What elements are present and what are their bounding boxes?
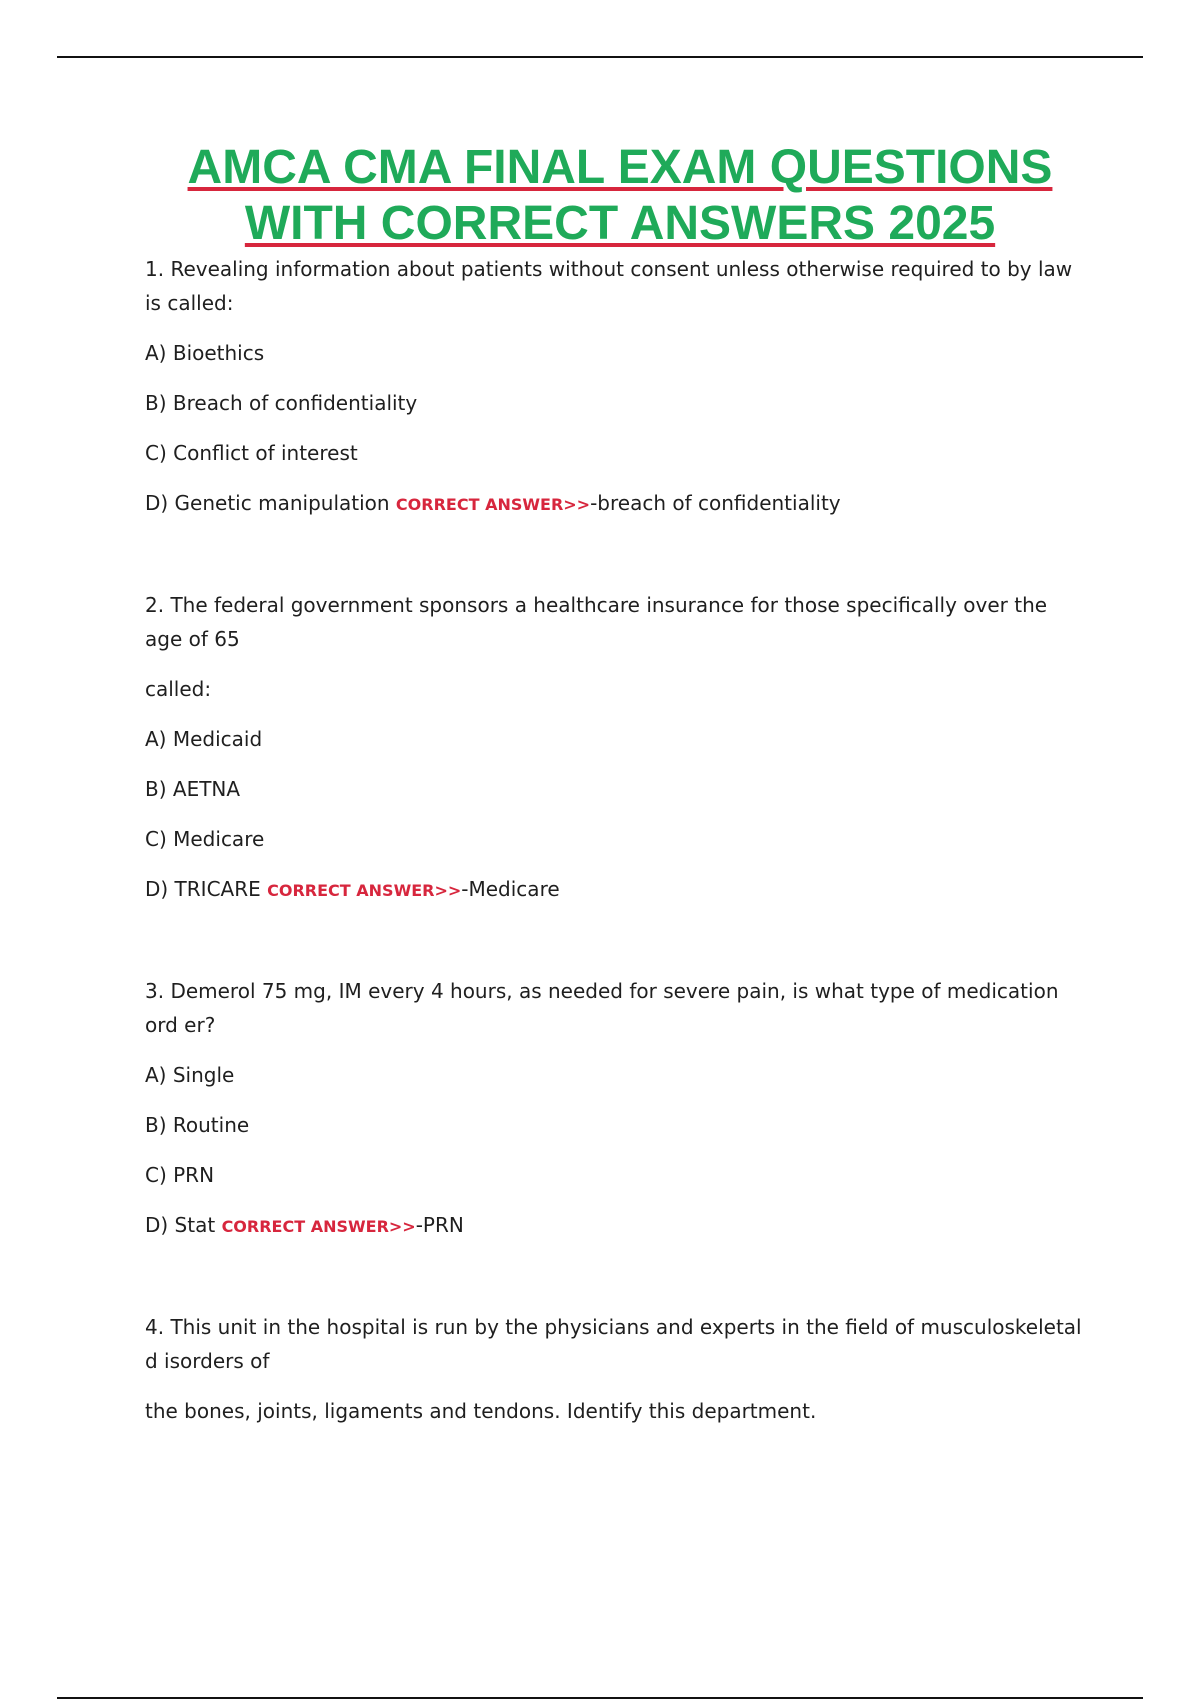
correct-answer-label: CORRECT ANSWER>> xyxy=(221,1217,416,1236)
title-line-2: WITH CORRECT ANSWERS 2025 xyxy=(244,197,996,250)
question-2 xyxy=(145,588,1085,908)
question-list xyxy=(145,252,1085,1494)
option-b: B) Routine xyxy=(145,1113,250,1137)
option-c: C) Conflict of interest xyxy=(145,441,358,465)
top-rule xyxy=(57,56,1143,58)
bottom-rule xyxy=(57,1697,1143,1699)
option-a: A) Bioethics xyxy=(145,341,265,365)
question-stem: 2. The federal government sponsors a healthcare insurance for those specifically over the age of 65 xyxy=(145,593,1048,651)
option-d: D) Genetic manipulation xyxy=(145,491,390,515)
question-1 xyxy=(145,252,1085,522)
option-a: A) Single xyxy=(145,1063,235,1087)
option-d-with-answer xyxy=(145,872,1085,908)
option-c: C) Medicare xyxy=(145,827,265,851)
option-c: C) PRN xyxy=(145,1163,215,1187)
question-stem: 4. This unit in the hospital is run by the physicians and experts in the field of musculoskeletal d isorders of xyxy=(145,1315,1082,1373)
question-stem-continued: called: xyxy=(145,677,212,701)
option-d: D) Stat xyxy=(145,1213,216,1237)
question-3 xyxy=(145,974,1085,1244)
question-4 xyxy=(145,1310,1085,1428)
option-d: D) TRICARE xyxy=(145,877,261,901)
question-stem: 3. Demerol 75 mg, IM every 4 hours, as needed for severe pain, is what type of medication ord er? xyxy=(145,979,1059,1037)
correct-answer: -Medicare xyxy=(461,877,560,901)
option-b: B) Breach of confidentiality xyxy=(145,391,418,415)
correct-answer: -breach of confidentiality xyxy=(590,491,841,515)
option-a: A) Medicaid xyxy=(145,727,263,751)
question-stem: 1. Revealing information about patients without consent unless otherwise required to by law is called: xyxy=(145,257,1073,315)
question-stem-continued: the bones, joints, ligaments and tendons. Identify this department. xyxy=(145,1399,817,1423)
title-line-1: AMCA CMA FINAL EXAM QUESTIONS xyxy=(187,141,1053,194)
document-title xyxy=(0,140,1200,252)
option-b: B) AETNA xyxy=(145,777,241,801)
correct-answer: -PRN xyxy=(415,1213,464,1237)
correct-answer-label: CORRECT ANSWER>> xyxy=(267,881,462,900)
correct-answer-label: CORRECT ANSWER>> xyxy=(395,495,591,514)
option-d-with-answer xyxy=(145,1208,1085,1244)
option-d-with-answer xyxy=(145,486,1085,522)
